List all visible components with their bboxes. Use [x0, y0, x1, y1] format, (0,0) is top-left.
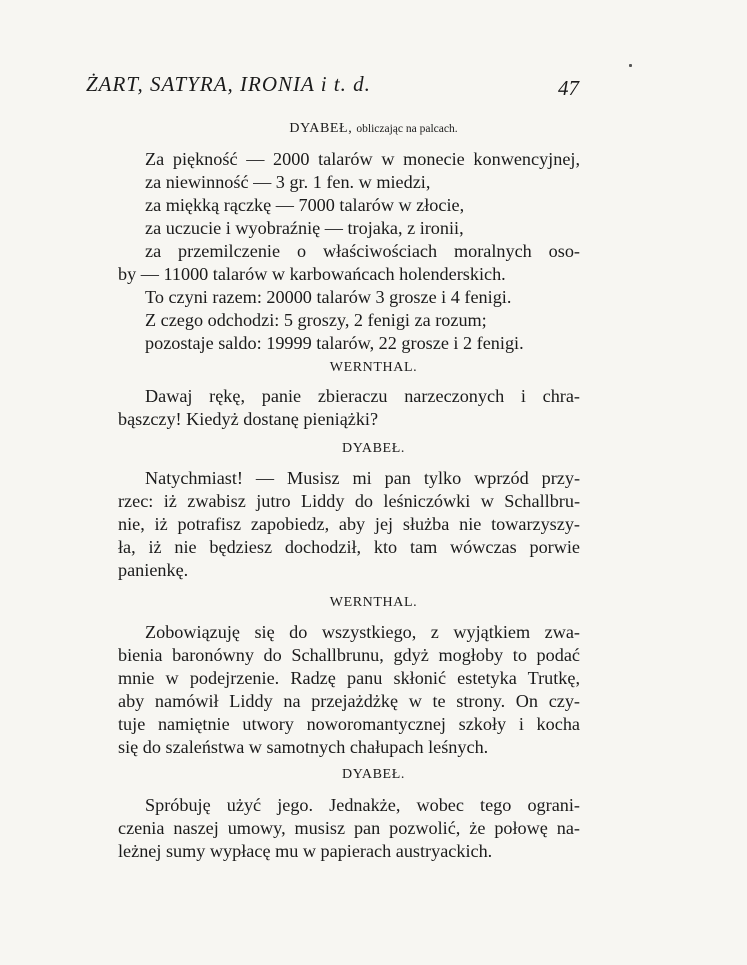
text-line: bienia baronówny do Schallbrunu, gdyż mogłoby to podać — [118, 645, 580, 665]
text-line: by — 11000 talarów w karbowańcach holenderskich. — [118, 264, 506, 284]
text-line: leżnej sumy wypłacę mu w papierach austryackich. — [118, 841, 493, 861]
text-line: Z czego odchodzi: 5 groszy, 2 fenigi za rozum; — [145, 310, 487, 330]
speaker-heading: WERNTHAL. — [329, 360, 418, 375]
text-line: To czyni razem: 20000 talarów 3 grosze i 4 fenigi. — [145, 287, 512, 307]
text-line: nie, iż potrafisz zapobiedz, aby jej służba nie towarzyszy- — [118, 514, 580, 534]
page-number: 47 — [558, 76, 579, 100]
text-line: ła, iż nie będziesz dochodził, kto tam wówczas porwie — [118, 537, 580, 557]
text-line: pozostaje saldo: 19999 talarów, 22 grosze i 2 fenigi. — [145, 333, 524, 353]
text-line: mnie w podejrzenie. Radzę panu skłonić estetyka Trutkę, — [118, 668, 580, 688]
text-line: Dawaj rękę, panie zbieraczu narzeczonych i chra- — [145, 386, 580, 406]
speaker-heading: DYABEŁ. — [342, 441, 405, 456]
speaker-name: DYABEŁ, — [289, 121, 353, 136]
text-line: panienkę. — [118, 560, 189, 580]
speaker-heading — [0, 121, 747, 137]
speaker-heading: WERNTHAL. — [329, 595, 418, 610]
text-line: Za piękność — 2000 talarów w monecie konwencyjnej, — [145, 149, 580, 169]
text-line: bąszczy! Kiedyż dostanę pieniążki? — [118, 409, 379, 429]
text-line: tuje namiętnie utwory noworomantycznej szkoły i kocha — [118, 714, 580, 734]
text-line: za uczucie i wyobraźnię — trojaka, z ironii, — [145, 218, 464, 238]
text-line: Zobowiązuję się do wszystkiego, z wyjątkiem zwa- — [145, 622, 580, 642]
text-line: za niewinność — 3 gr. 1 fen. w miedzi, — [145, 172, 431, 192]
text-line: Spróbuję użyć jego. Jednakże, wobec tego ograni- — [145, 795, 580, 815]
text-line: za przemilczenie o właściwościach moralnych oso- — [145, 241, 580, 261]
speaker-heading: DYABEŁ. — [342, 767, 405, 782]
text-line: aby namówił Liddy na przejażdżkę w te strony. On czy- — [118, 691, 580, 711]
text-line: za miękką rączkę — 7000 talarów w złocie, — [145, 195, 465, 215]
running-title: ŻART, SATYRA, IRONIA i t. d. — [86, 72, 371, 96]
text-line: się do szaleństwa w samotnych chałupach leśnych. — [118, 737, 489, 757]
text-line: czenia naszej umowy, musisz pan pozwolić, że połowę na- — [118, 818, 580, 838]
ink-speck — [629, 64, 632, 67]
text-line: rzec: iż zwabisz jutro Liddy do leśniczówki w Schallbru- — [118, 491, 580, 511]
text-line: Natychmiast! — Musisz mi pan tylko wprzód przy- — [145, 468, 580, 488]
stage-direction: obliczając na palcach. — [356, 123, 458, 135]
